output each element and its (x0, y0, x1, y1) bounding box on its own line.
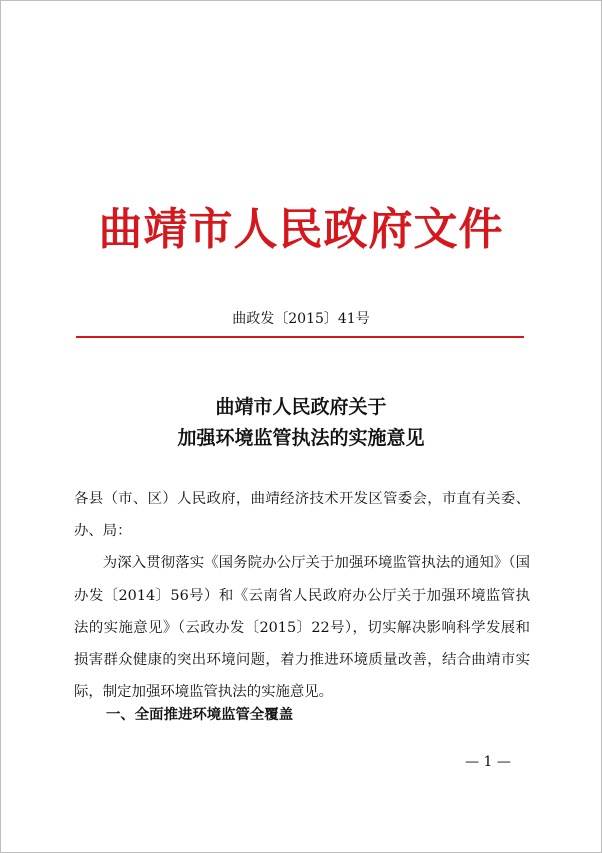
document-number: 曲政发〔2015〕41号 (232, 311, 370, 327)
document-title-line-1: 曲靖市人民政府关于 (215, 396, 387, 418)
page-number: — 1 — (465, 754, 511, 770)
body-paragraph: 为深入贯彻落实《国务院办公厅关于加强环境监管执法的通知》（国办发〔2014〕56号）和《云南省人民政府办公厅关于加强环境监管执法的实施意见》（云政办发〔2015〕22号），切实解决影响科学发展和损害群众健康的突出环境问题，着力推进环境质量改善，结合曲靖市实际，制定加强环境监管执法的实施意见。 (74, 555, 530, 701)
document-issuer-header: 曲靖市人民政府文件 (98, 204, 504, 255)
document-body (74, 483, 530, 708)
document-title-line-2: 加强环境监管执法的实施意见 (177, 427, 425, 449)
salutation: 各县（市、区）人民政府，曲靖经济技术开发区管委会，市直有关委、办、局： (74, 491, 530, 540)
red-separator-line (76, 336, 524, 338)
section-heading: 一、全面推进环境监管全覆盖 (106, 707, 294, 723)
